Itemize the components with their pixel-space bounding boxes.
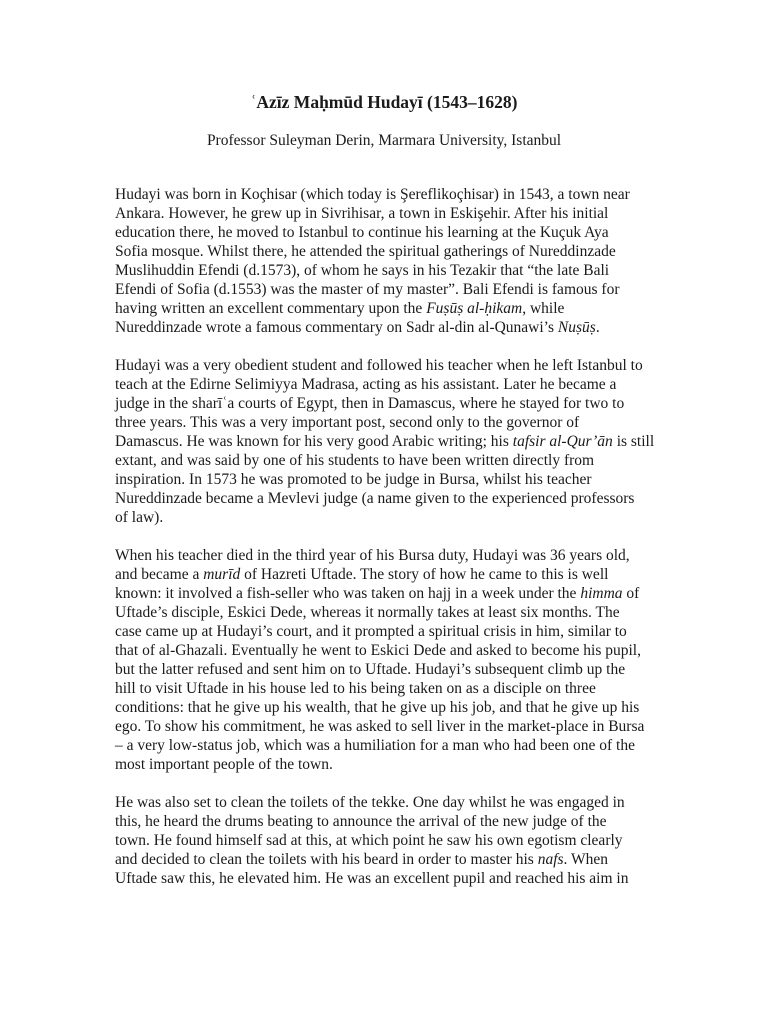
text-line	[115, 660, 660, 679]
text-line	[115, 584, 660, 603]
text-run: , while	[522, 300, 565, 317]
text-line	[115, 242, 660, 261]
text-line	[115, 261, 660, 280]
text-line	[115, 489, 660, 508]
text-line	[115, 546, 660, 565]
text-run: Sofia mosque. Whilst there, he attended the spiritual gatherings of Nureddinzade	[115, 243, 616, 260]
paragraph	[115, 546, 660, 774]
text-run: Ankara. However, he grew up in Sivrihisar, a town in Eskişehir. After his initial	[115, 205, 609, 222]
text-line	[115, 622, 660, 641]
paragraph	[115, 185, 660, 337]
text-run: most important people of the town.	[115, 756, 333, 773]
text-line	[115, 204, 660, 223]
text-run: this, he heard the drums beating to announce the arrival of the new judge of the	[115, 813, 607, 830]
text-line	[115, 280, 660, 299]
text-run: Hudayi was a very obedient student and followed his teacher when he left Istanbul to	[115, 357, 643, 374]
text-run: of law).	[115, 509, 164, 526]
text-run: He was also set to clean the toilets of the tekke. One day whilst he was engaged in	[115, 794, 625, 811]
italic-term: Fuṣūṣ al-ḥikam	[426, 300, 523, 317]
text-run: inspiration. In 1573 he was promoted to be judge in Bursa, whilst his teacher	[115, 471, 592, 488]
text-line	[115, 869, 660, 888]
text-line	[115, 679, 660, 698]
text-run: ego. To show his commitment, he was asked to sell liver in the market-place in Bursa	[115, 718, 645, 735]
italic-term: Nuṣūṣ	[557, 319, 596, 336]
text-run: that of al-Ghazali. Eventually he went to Eskici Dede and asked to become his pupil,	[115, 642, 641, 659]
text-line	[115, 812, 660, 831]
text-run: and became a	[115, 566, 204, 583]
text-line	[115, 185, 660, 204]
text-line	[115, 793, 660, 812]
text-line	[115, 698, 660, 717]
text-line	[115, 850, 660, 869]
text-line	[115, 299, 660, 318]
text-line	[115, 831, 660, 850]
text-run: hill to visit Uftade in his house led to his being taken on as a disciple on three	[115, 680, 596, 697]
text-run: teach at the Edirne Selimiyya Madrasa, acting as his assistant. Later he became a	[115, 376, 617, 393]
paragraph	[115, 356, 660, 527]
text-line	[115, 223, 660, 242]
text-run: Efendi of Sofia (d.1553) was the master of my master”. Bali Efendi is famous for	[115, 281, 620, 298]
text-run: of Hazreti Uftade. The story of how he came to this is well	[240, 566, 609, 583]
text-line	[115, 356, 660, 375]
text-line	[115, 432, 660, 451]
text-run: three years. This was a very important post, second only to the governor of	[115, 414, 580, 431]
text-line	[115, 736, 660, 755]
text-run: case came up at Hudayi’s court, and it prompted a spiritual crisis in him, similar to	[115, 623, 627, 640]
text-run: known: it involved a fish-seller who was taken on hajj in a week under the	[115, 585, 581, 602]
text-line	[115, 394, 660, 413]
text-run: Damascus. He was known for his very good Arabic writing; his	[115, 433, 513, 450]
text-run: education there, he moved to Istanbul to continue his learning at the Kuçuk Aya	[115, 224, 609, 241]
text-line	[115, 755, 660, 774]
text-run: and decided to clean the toilets with his beard in order to master his	[115, 851, 538, 868]
text-line	[115, 470, 660, 489]
text-line	[115, 717, 660, 736]
author-affiliation: Professor Suleyman Derin, Marmara University, Istanbul	[206, 132, 562, 149]
text-run: Nureddinzade wrote a famous commentary on Sadr al-din al-Qunawi’s	[115, 319, 558, 336]
text-line	[115, 375, 660, 394]
text-run: Nureddinzade became a Mevlevi judge (a name given to the experienced professors	[115, 490, 635, 507]
paragraph	[115, 793, 660, 888]
text-line	[115, 565, 660, 584]
text-run: judge in the sharīʿa courts of Egypt, then in Damascus, where he stayed for two to	[115, 395, 625, 412]
text-run: Uftade’s disciple, Eskici Dede, whereas it normally takes at least six months. The	[115, 604, 620, 621]
text-run: town. He found himself sad at this, at which point he saw his own egotism clearly	[115, 832, 623, 849]
italic-term: murīd	[203, 566, 241, 583]
text-line	[115, 413, 660, 432]
text-run: extant, and was said by one of his students to have been written directly from	[115, 452, 595, 469]
document-body	[115, 185, 660, 907]
text-run: . When	[563, 851, 609, 868]
text-run: Hudayi was born in Koçhisar (which today is Şereflikoçhisar) in 1543, a town near	[115, 186, 630, 203]
text-run: .	[595, 319, 600, 336]
italic-term: nafs	[537, 851, 564, 868]
text-run: having written an excellent commentary upon the	[115, 300, 427, 317]
text-line	[115, 603, 660, 622]
text-line	[115, 451, 660, 470]
text-run: conditions: that he give up his wealth, that he give up his job, and that he give up his	[115, 699, 640, 716]
text-run: When his teacher died in the third year of his Bursa duty, Hudayi was 36 years old,	[115, 547, 630, 564]
italic-term: himma	[580, 585, 623, 602]
text-run: but the latter refused and sent him on to Uftade. Hudayi’s subsequent climb up the	[115, 661, 626, 678]
text-line	[115, 641, 660, 660]
text-line	[115, 318, 660, 337]
text-line	[115, 508, 660, 527]
text-run: Uftade saw this, he elevated him. He was an excellent pupil and reached his aim in	[115, 870, 629, 887]
text-run: Muslihuddin Efendi (d.1573), of whom he says in his Tezakir that “the late Bali	[115, 262, 610, 279]
document-title: ʿAzīz Maḥmūd Hudayī (1543–1628)	[250, 92, 518, 112]
text-run: is still	[612, 433, 655, 450]
text-run: – a very low-status job, which was a humiliation for a man who had been one of the	[115, 737, 635, 754]
italic-term: tafsir al-Qur’ān	[512, 433, 613, 450]
text-run: of	[622, 585, 640, 602]
